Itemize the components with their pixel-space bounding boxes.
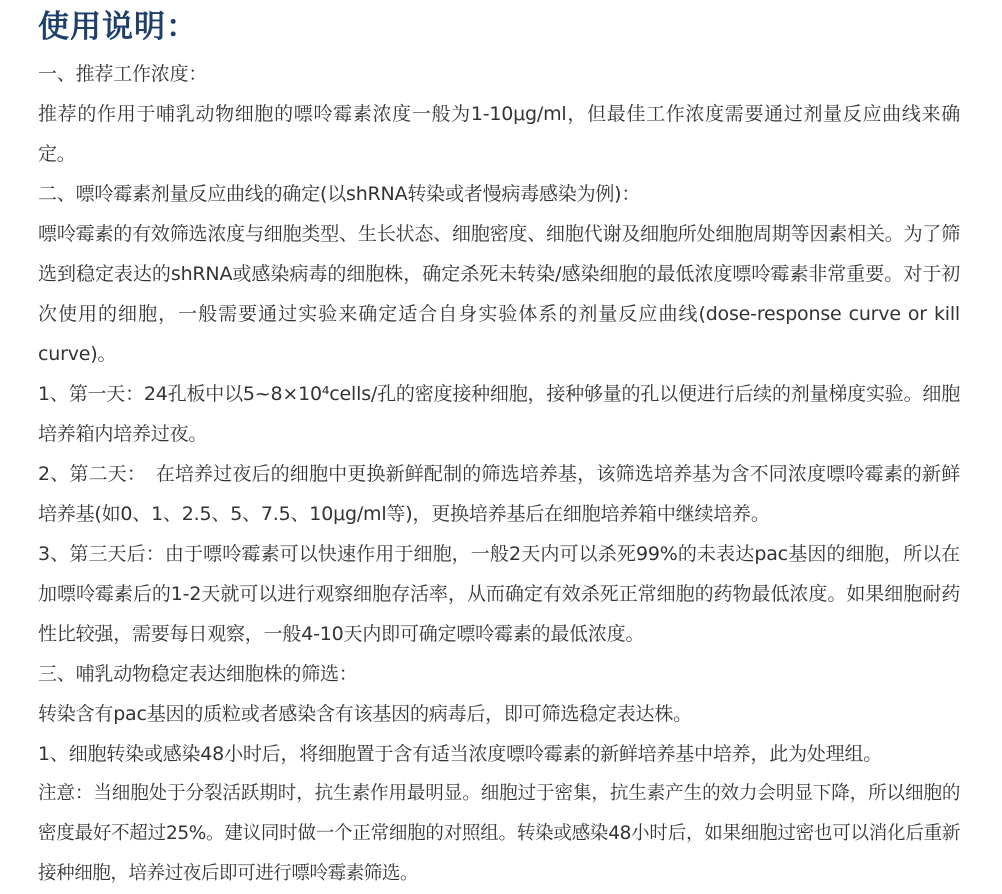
- step-day-3: 3、第三天后：由于嘌呤霉素可以快速作用于细胞，一般2天内可以杀死99%的未表达pac基因的细胞，所以在加嘌呤霉素后的1-2天就可以进行观察细胞存活率，从而确定有效杀死正常细胞的药物最低浓度。如果细胞耐药性比较强，需要每日观察，一般4-10天内即可确定嘌呤霉素的最低浓度。: [38, 543, 960, 645]
- step-day-1: 1、第一天：24孔板中以5~8×10⁴cells/孔的密度接种细胞，接种够量的孔以便进行后续的剂量梯度实验。细胞培养箱内培养过夜。: [38, 383, 960, 445]
- section-3-intro: 转染含有pac基因的质粒或者感染含有该基因的病毒后，即可筛选稳定表达株。: [38, 703, 692, 725]
- step-day-2: 2、第二天： 在培养过夜后的细胞中更换新鲜配制的筛选培养基，该筛选培养基为含不同浓度嘌呤霉素的新鲜培养基(如0、1、2.5、5、7.5、10μg/ml等)，更换培养基后在细胞培养箱中继续培养。: [38, 463, 960, 525]
- section-1-text: 推荐的作用于哺乳动物细胞的嘌呤霉素浓度一般为1-10μg/ml，但最佳工作浓度需要通过剂量反应曲线来确定。: [38, 103, 960, 165]
- instructions-document: [38, 0, 960, 894]
- page-title: 使用说明：: [38, 9, 198, 45]
- caution-note: 注意：当细胞处于分裂活跃期时，抗生素作用最明显。细胞过于密集，抗生素产生的效力会明显下降，所以细胞的密度最好不超过25%。建议同时做一个正常细胞的对照组。转染或感染48小时后，如果细胞过密也可以消化后重新接种细胞，培养过夜后即可进行嘌呤霉素筛选。: [38, 783, 960, 884]
- section-2-intro: 嘌呤霉素的有效筛选浓度与细胞类型、生长状态、细胞密度、细胞代谢及细胞所处细胞周期等因素相关。为了筛选到稳定表达的shRNA或感染病毒的细胞株，确定杀死未转染/感染细胞的最低浓度嘌呤霉素非常重要。对于初次使用的细胞，一般需要通过实验来确定适合自身实验体系的剂量反应曲线(dose-response curve or kill curve)。: [38, 223, 960, 365]
- section-3-step-1: 1、细胞转染或感染48小时后，将细胞置于含有适当浓度嘌呤霉素的新鲜培养基中培养，此为处理组。: [38, 743, 883, 765]
- section-3-heading: 三、哺乳动物稳定表达细胞株的筛选：: [38, 663, 358, 685]
- section-2-heading: 二、嘌呤霉素剂量反应曲线的确定(以shRNA转染或者慢病毒感染为例)：: [38, 183, 641, 205]
- section-1-heading: 一、推荐工作浓度：: [38, 63, 208, 85]
